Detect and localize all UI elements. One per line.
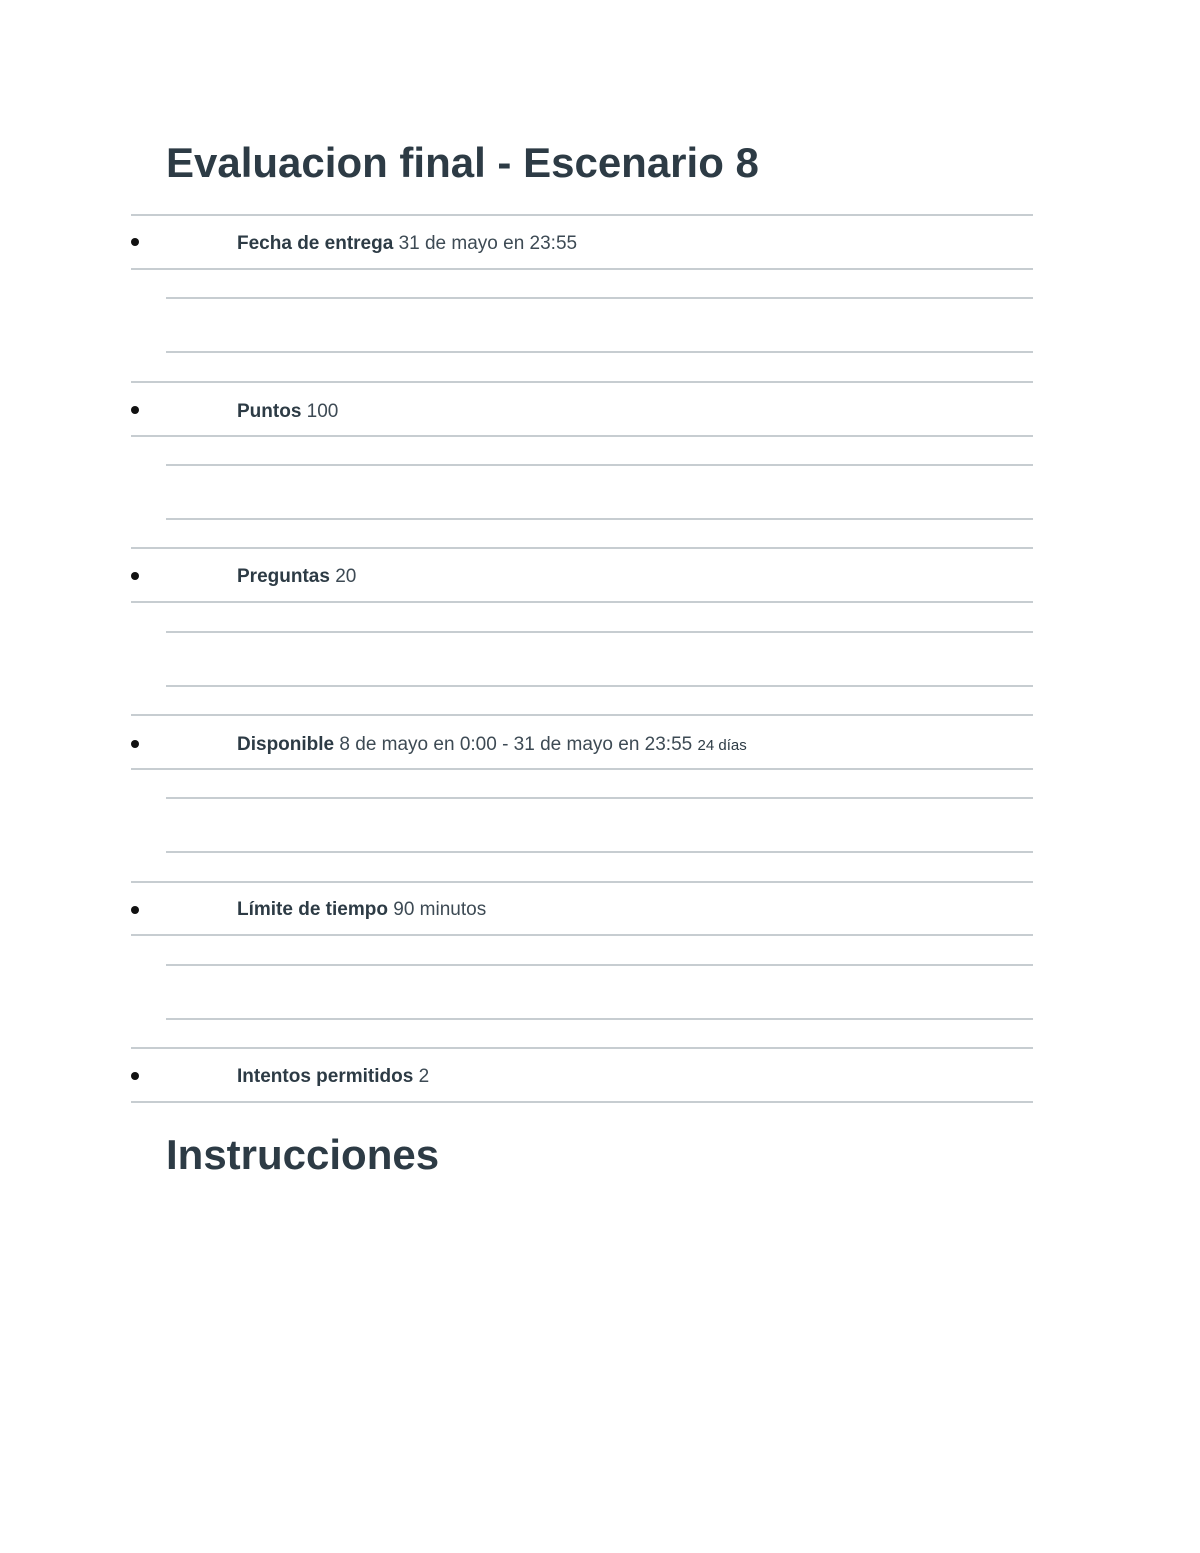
detail-label: Preguntas [237,566,330,587]
bullet-icon [131,1072,139,1080]
divider [166,964,1033,966]
detail-label: Límite de tiempo [237,899,388,920]
divider [166,351,1033,353]
divider [166,851,1033,853]
detail-value: 20 [335,566,357,587]
bullet-icon [131,906,139,914]
detail-duration: 24 días [697,737,747,754]
bullet-icon [131,740,139,748]
divider [131,1047,1033,1049]
divider [131,714,1033,716]
divider [166,297,1033,299]
divider [131,268,1033,270]
detail-value: 90 minutos [393,899,487,920]
detail-questions [237,565,356,589]
divider [131,601,1033,603]
detail-value: 2 [418,1066,430,1087]
detail-value: 31 de mayo en 23:55 [398,233,578,254]
divider [131,435,1033,437]
divider [166,797,1033,799]
divider [131,214,1033,216]
detail-value: 8 de mayo en 0:00 - 31 de mayo en 23:55 [339,734,693,755]
divider [131,1101,1033,1103]
divider [131,934,1033,936]
divider [131,547,1033,549]
page-title: Evaluacion final - Escenario 8 [166,139,759,186]
detail-label: Disponible [237,734,335,755]
bullet-icon [131,238,139,246]
detail-due-date [237,232,577,256]
instructions-heading: Instrucciones [166,1131,440,1178]
bullet-icon [131,572,139,580]
detail-points [237,400,338,424]
divider [131,381,1033,383]
divider [131,881,1033,883]
detail-label: Fecha de entrega [237,233,394,254]
detail-label: Puntos [237,401,302,422]
divider [166,464,1033,466]
divider [131,768,1033,770]
detail-attempts [237,1065,429,1089]
divider [166,631,1033,633]
detail-available [237,733,747,757]
divider [166,1018,1033,1020]
divider [166,518,1033,520]
divider [166,685,1033,687]
bullet-icon [131,406,139,414]
detail-value: 100 [306,401,339,422]
detail-label: Intentos permitidos [237,1066,414,1087]
detail-time-limit [237,898,486,922]
